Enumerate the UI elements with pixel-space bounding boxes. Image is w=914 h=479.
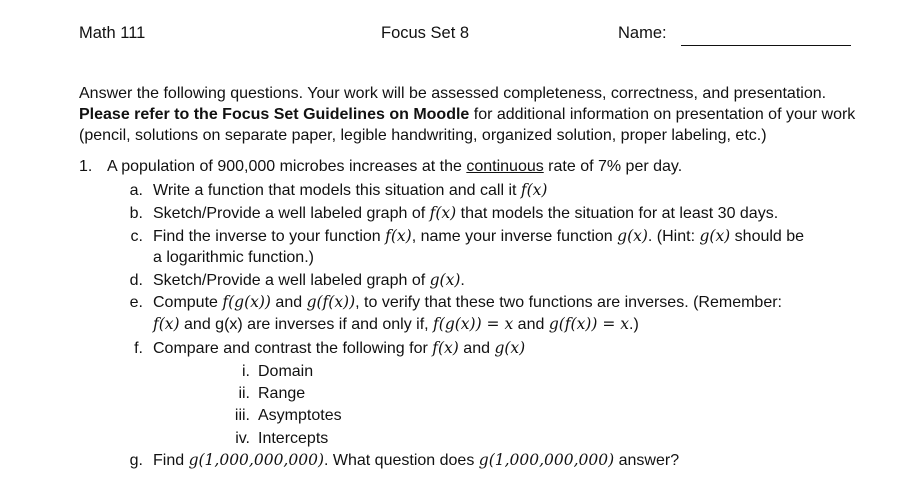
math-expression: f(x) xyxy=(432,339,459,357)
part-text-segment: Compute xyxy=(153,294,223,311)
instructions-line-2-rest: for additional information on presentation of your work xyxy=(469,106,856,123)
subitem-text: Range xyxy=(258,385,306,402)
part-label: c. xyxy=(130,228,143,245)
part-text-segment: .) xyxy=(629,316,639,333)
subitem-label: ii. xyxy=(238,385,250,402)
part-label: e. xyxy=(129,294,143,311)
math-expression: g(x) xyxy=(429,271,461,289)
instructions-line-1: Answer the following questions. Your work will be assessed completeness, correctness, and presentation. xyxy=(79,85,827,102)
part-text-segment: , name your inverse function xyxy=(411,228,618,245)
part-text-segment: Write a function that models this situation and call it xyxy=(153,182,521,199)
part-label: a. xyxy=(129,182,143,199)
part-label: d. xyxy=(129,272,143,289)
equals-sign: = xyxy=(481,315,505,333)
subitem-text: Domain xyxy=(258,363,314,380)
part-text-segment: . (Hint: xyxy=(647,228,700,245)
name-label: Name: xyxy=(618,24,667,42)
question-number: 1. xyxy=(79,158,93,175)
part-text-segment: Compare and contrast the following for xyxy=(153,340,433,357)
part-text xyxy=(153,226,804,247)
math-expression: x xyxy=(620,315,629,333)
part-text-segment: should be xyxy=(730,228,805,245)
part-text xyxy=(153,180,547,201)
course-name: Math 111 xyxy=(79,24,146,42)
part-label: g. xyxy=(129,452,143,469)
subitem-text: Intercepts xyxy=(258,430,329,447)
math-expression: x xyxy=(504,315,514,333)
math-expression: g(x) xyxy=(494,339,526,357)
part-text xyxy=(153,314,639,335)
math-expression: f(x) xyxy=(153,315,180,333)
part-text xyxy=(153,203,778,224)
instructions xyxy=(79,83,899,146)
instructions-line-3: (pencil, solutions on separate paper, legible handwriting, organized solution, proper labeling, etc.) xyxy=(79,127,767,144)
subitem-text: Asymptotes xyxy=(258,407,342,424)
subitem-label: i. xyxy=(242,363,250,380)
part-text-segment: that models the situation for at least 30 days. xyxy=(456,205,779,222)
math-expression: f(g(x)) xyxy=(222,293,271,311)
part-text-segment: , to verify that these two functions are inverses. (Remember: xyxy=(355,294,782,311)
part-text-segment: . xyxy=(460,272,465,289)
header xyxy=(0,24,914,48)
part-text-segment: and xyxy=(458,340,495,357)
part-label: f. xyxy=(134,340,143,357)
math-expression: f(x) xyxy=(385,227,412,245)
name-blank-line xyxy=(681,45,851,46)
part-text-segment: . What question does xyxy=(324,452,479,469)
part-text xyxy=(153,338,525,359)
part-text-segment: and xyxy=(513,316,549,333)
part-text-segment: Find the inverse to your function xyxy=(153,228,386,245)
equals-sign: = xyxy=(597,315,621,333)
question-text-end: rate of 7% per day. xyxy=(543,158,683,175)
math-expression: g(1,000,000,000) xyxy=(478,451,615,469)
math-expression: f(g(x)) xyxy=(433,315,482,333)
math-expression: g(x) xyxy=(617,227,648,245)
part-text-segment: and xyxy=(270,294,307,311)
math-expression: f(x) xyxy=(520,181,548,199)
subitem-label: iv. xyxy=(235,430,250,447)
question-text xyxy=(107,158,682,176)
math-expression: g(f(x)) xyxy=(306,293,356,311)
part-text-segment: Sketch/Provide a well labeled graph of xyxy=(153,272,430,289)
math-expression: g(1,000,000,000) xyxy=(188,451,324,469)
part-text: a logarithmic function.) xyxy=(153,249,314,266)
subitem-label: iii. xyxy=(234,407,250,424)
part-text xyxy=(153,270,465,291)
part-label: b. xyxy=(129,205,143,222)
question-text-start: A population of 900,000 microbes increases at the xyxy=(107,158,467,175)
instructions-line-2 xyxy=(79,104,899,125)
math-expression: g(f(x)) xyxy=(548,315,598,333)
part-text-segment: answer? xyxy=(614,452,680,469)
part-text-segment: Find xyxy=(153,452,189,469)
part-text xyxy=(153,292,782,313)
guidelines-reference: Please refer to the Focus Set Guidelines on Moodle xyxy=(79,106,470,123)
math-expression: f(x) xyxy=(429,204,457,222)
part-text-segment: and g(x) are inverses if and only if, xyxy=(179,316,434,333)
part-text-segment: Sketch/Provide a well labeled graph of xyxy=(153,205,430,222)
worksheet-title: Focus Set 8 xyxy=(381,24,470,42)
math-expression: g(x) xyxy=(699,227,731,245)
part-text xyxy=(153,450,679,471)
continuous-underlined: continuous xyxy=(466,158,544,175)
